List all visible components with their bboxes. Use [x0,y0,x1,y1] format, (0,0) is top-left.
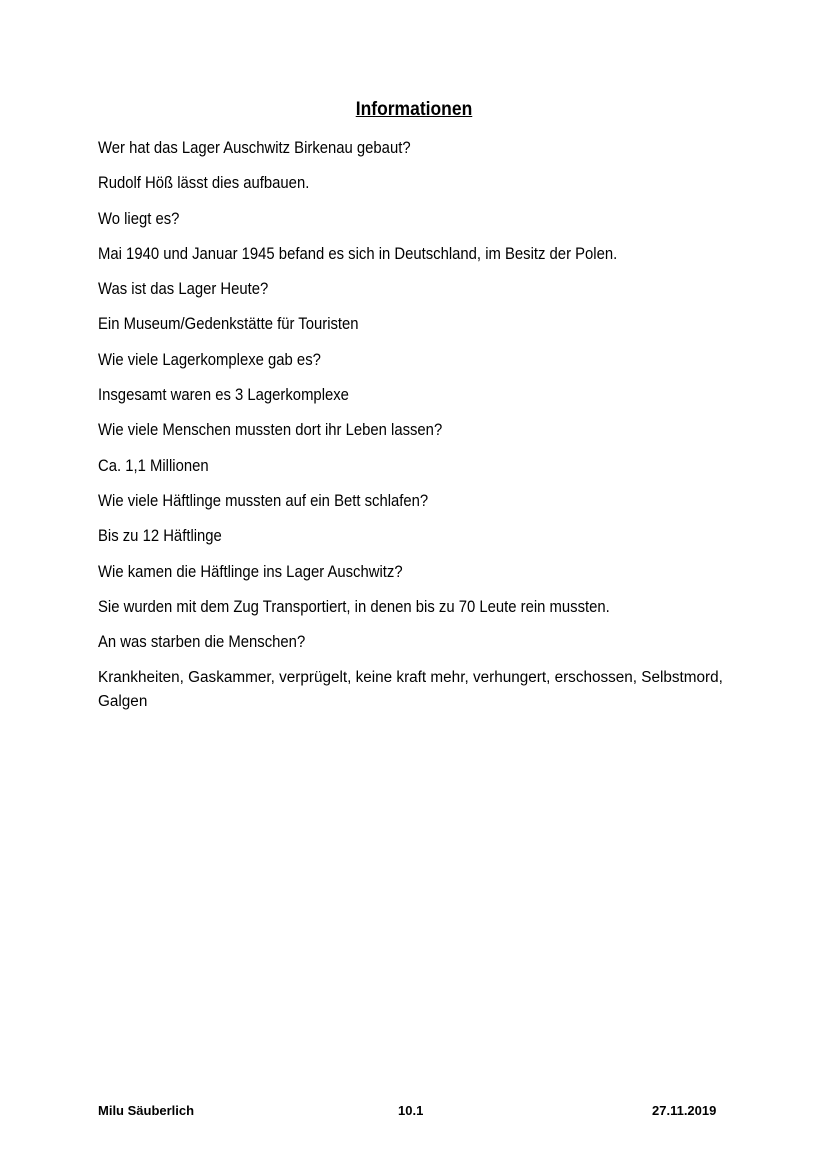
answer-line: Krankheiten, Gaskammer, verprügelt, keine kraft mehr, verhungert, erschossen, Selbstmord, Galgen [98,669,723,711]
footer-class: 10.1 [398,1103,424,1118]
question-line: An was starben die Menschen? [98,633,306,652]
question-line: Wer hat das Lager Auschwitz Birkenau gebaut? [98,139,411,157]
answer-line: Ein Museum/Gedenkstätte für Touristen [98,315,359,334]
answer-line: Mai 1940 und Januar 1945 befand es sich in Deutschland, im Besitz der Polen. [98,244,618,263]
answer-line: Insgesamt waren es 3 Lagerkomplexe [98,386,349,405]
answer-line: Bis zu 12 Häftlinge [98,527,222,546]
answer-line: Ca. 1,1 Millionen [98,456,209,475]
footer-date: 27.11.2019 [652,1103,717,1118]
question-line: Wie viele Menschen mussten dort ihr Leben lassen? [98,421,443,440]
question-line: Wie viele Häftlinge mussten auf ein Bett schlafen? [98,491,429,510]
question-line: Wie kamen die Häftlinge ins Lager Auschwitz? [98,562,403,581]
answer-line: Rudolf Höß lässt dies aufbauen. [98,174,310,193]
footer-author: Milu Säuberlich [98,1103,195,1118]
answer-line: Sie wurden mit dem Zug Transportiert, in denen bis zu 70 Leute rein mussten. [98,597,610,616]
page-title: Informationen [355,99,473,120]
question-line: Wie viele Lagerkomplexe gab es? [98,350,321,369]
question-line: Wo liegt es? [98,209,180,228]
content-lines [98,137,748,727]
question-line: Was ist das Lager Heute? [98,280,269,299]
